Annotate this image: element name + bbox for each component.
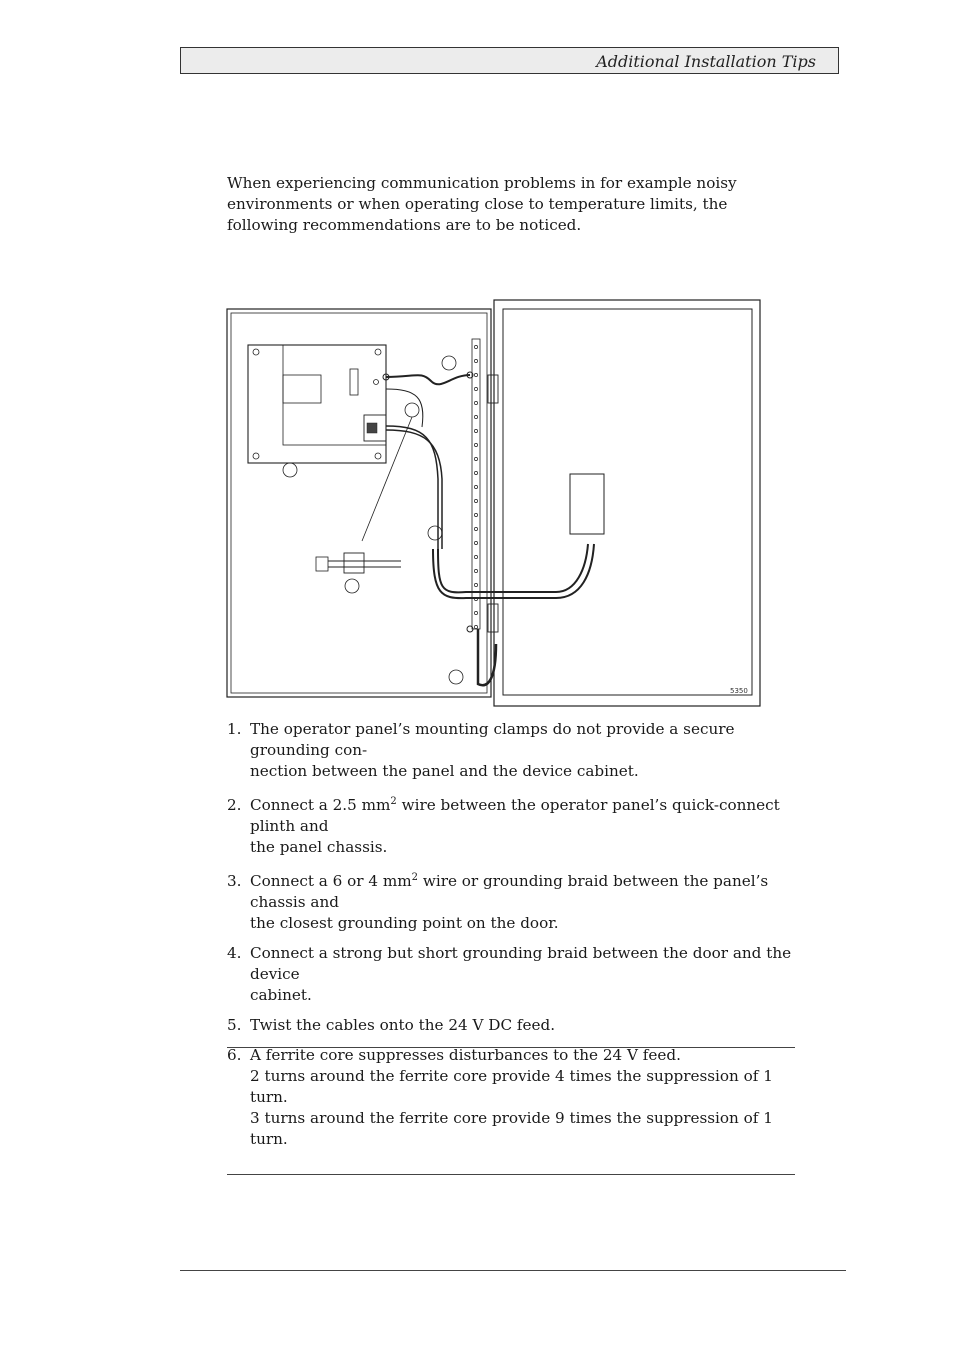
list-item: 4. Connect a strong but short grounding braid between the door and the device cabinet. xyxy=(227,944,792,1004)
list-item: 2. Connect a 2.5 $mm^2$ wire between the operator panel’s quick-connect plinth and the panel chassis. xyxy=(227,795,780,856)
list-item: 6. A ferrite core suppresses disturbances to the 24 V feed. 2 turns around the ferrite core provide 4 times the suppression of 1 turn. 3 turns around the ferrite core provide 9 times the suppression of 1 turn. xyxy=(227,1046,773,1148)
list-item: 3. Connect a 6 or 4 $mm^2$ wire or grounding braid between the panel’s chassis and the closest grounding point on the door. xyxy=(227,871,769,932)
divider-bottom xyxy=(227,1174,795,1175)
list-item: 1. The operator panel’s mounting clamps do not provide a secure grounding con- nection between the panel and the device cabinet. xyxy=(227,720,735,780)
header-title: Additional Installation Tips xyxy=(596,52,816,71)
list-item: 5. Twist the cables onto the 24 V DC feed. xyxy=(227,1016,556,1034)
grounding-diagram xyxy=(226,299,762,709)
page-header xyxy=(180,47,839,74)
intro-paragraph: When experiencing communication problems in for example noisy environments or when operating close to temperature limits, the following recommendations are to be noticed. xyxy=(227,174,737,234)
divider-top xyxy=(227,1047,795,1048)
steps-list xyxy=(227,719,799,1150)
footer-rule xyxy=(180,1270,846,1271)
figure-code: 5350 xyxy=(730,687,748,695)
